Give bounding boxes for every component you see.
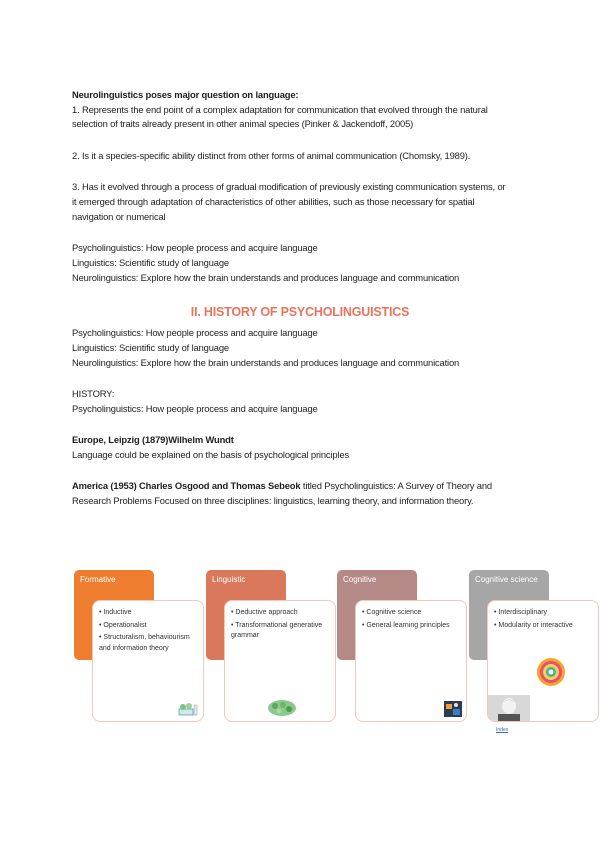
list-item: • Interdisciplinary xyxy=(494,608,592,619)
question-3-line-3: navigation or numerical xyxy=(72,211,166,222)
list-item: • Deductive approach xyxy=(231,608,329,619)
radial-chart-icon xyxy=(536,657,566,687)
stage-formative-header: Formative xyxy=(74,570,154,660)
portrait-photo xyxy=(488,695,530,721)
question-3-line-1: 3. Has it evolved through a process of gradual modification of previously existing communication systems, or xyxy=(72,181,506,192)
list-item: • Operationalist xyxy=(99,621,197,632)
list-item: • Structuralism, behaviourism and information theory xyxy=(99,633,197,654)
stage-linguistic-header: Linguistic xyxy=(206,570,286,660)
history-label: HISTORY: xyxy=(72,388,115,399)
question-1-line-1: 1. Represents the end point of a complex adaptation for communication that evolved through the natural xyxy=(72,104,488,115)
history-psycholinguistics: Psycholinguistics: How people process and acquire language xyxy=(72,403,318,414)
stage-cognitive-card xyxy=(355,600,467,722)
index-link[interactable]: Index xyxy=(496,727,509,733)
intro-title: Neurolinguistics poses major question on language: xyxy=(72,89,299,100)
america-text-1: titled Psycholinguistics: A Survey of Theory and xyxy=(300,480,492,491)
list-item: • Transformational generative grammar xyxy=(231,621,329,642)
stage-cognitive-header: Cognitive xyxy=(337,570,417,660)
stage-linguistic-card xyxy=(224,600,336,722)
question-1-line-2: selection of traits already present in other animal species (Pinker & Jackendoff, 2005) xyxy=(72,118,414,129)
list-item: • Modularity or interactive xyxy=(494,621,592,632)
game-icon xyxy=(444,701,462,717)
definition-neurolinguistics-2: Neurolinguistics: Explore how the brain understands and produces language and communication xyxy=(72,357,460,368)
definition-psycholinguistics-2: Psycholinguistics: How people process and acquire language xyxy=(72,327,318,338)
america-line-1 xyxy=(72,479,492,492)
plant-icon xyxy=(177,701,199,717)
tree-icon xyxy=(267,699,297,717)
definition-psycholinguistics: Psycholinguistics: How people process and acquire language xyxy=(72,242,318,253)
america-title: America (1953) Charles Osgood and Thomas Sebeok xyxy=(72,480,301,491)
question-3-line-2: it emerged through adaptation of characteristics of other abilities, such as those necessary for spatial xyxy=(72,196,475,207)
definition-neurolinguistics: Neurolinguistics: Explore how the brain understands and produces language and communication xyxy=(72,272,460,283)
europe-title: Europe, Leipzig (1879)Wilhelm Wundt xyxy=(72,434,234,445)
stage-cognitive-science-card xyxy=(487,600,599,722)
definition-linguistics-2: Linguistics: Scientific study of language xyxy=(72,342,229,353)
definition-linguistics: Linguistics: Scientific study of language xyxy=(72,257,229,268)
stage-cognitive-science-header: Cognitive science xyxy=(469,570,549,660)
stage-formative-card xyxy=(92,600,204,722)
list-item: • Cognitive science xyxy=(362,608,460,619)
list-item: • General learning principles xyxy=(362,621,460,632)
europe-text: Language could be explained on the basis of psychological principles xyxy=(72,449,349,460)
question-2: 2. Is it a species-specific ability distinct from other forms of animal communication (Chomsky, 1989). xyxy=(72,150,471,161)
list-item: • Inductive xyxy=(99,608,197,619)
america-line-2: Research Problems Focused on three disciplines: linguistics, learning theory, and information theory. xyxy=(72,495,474,506)
section-heading: II. HISTORY OF PSYCHOLINGUISTICS xyxy=(190,305,410,319)
